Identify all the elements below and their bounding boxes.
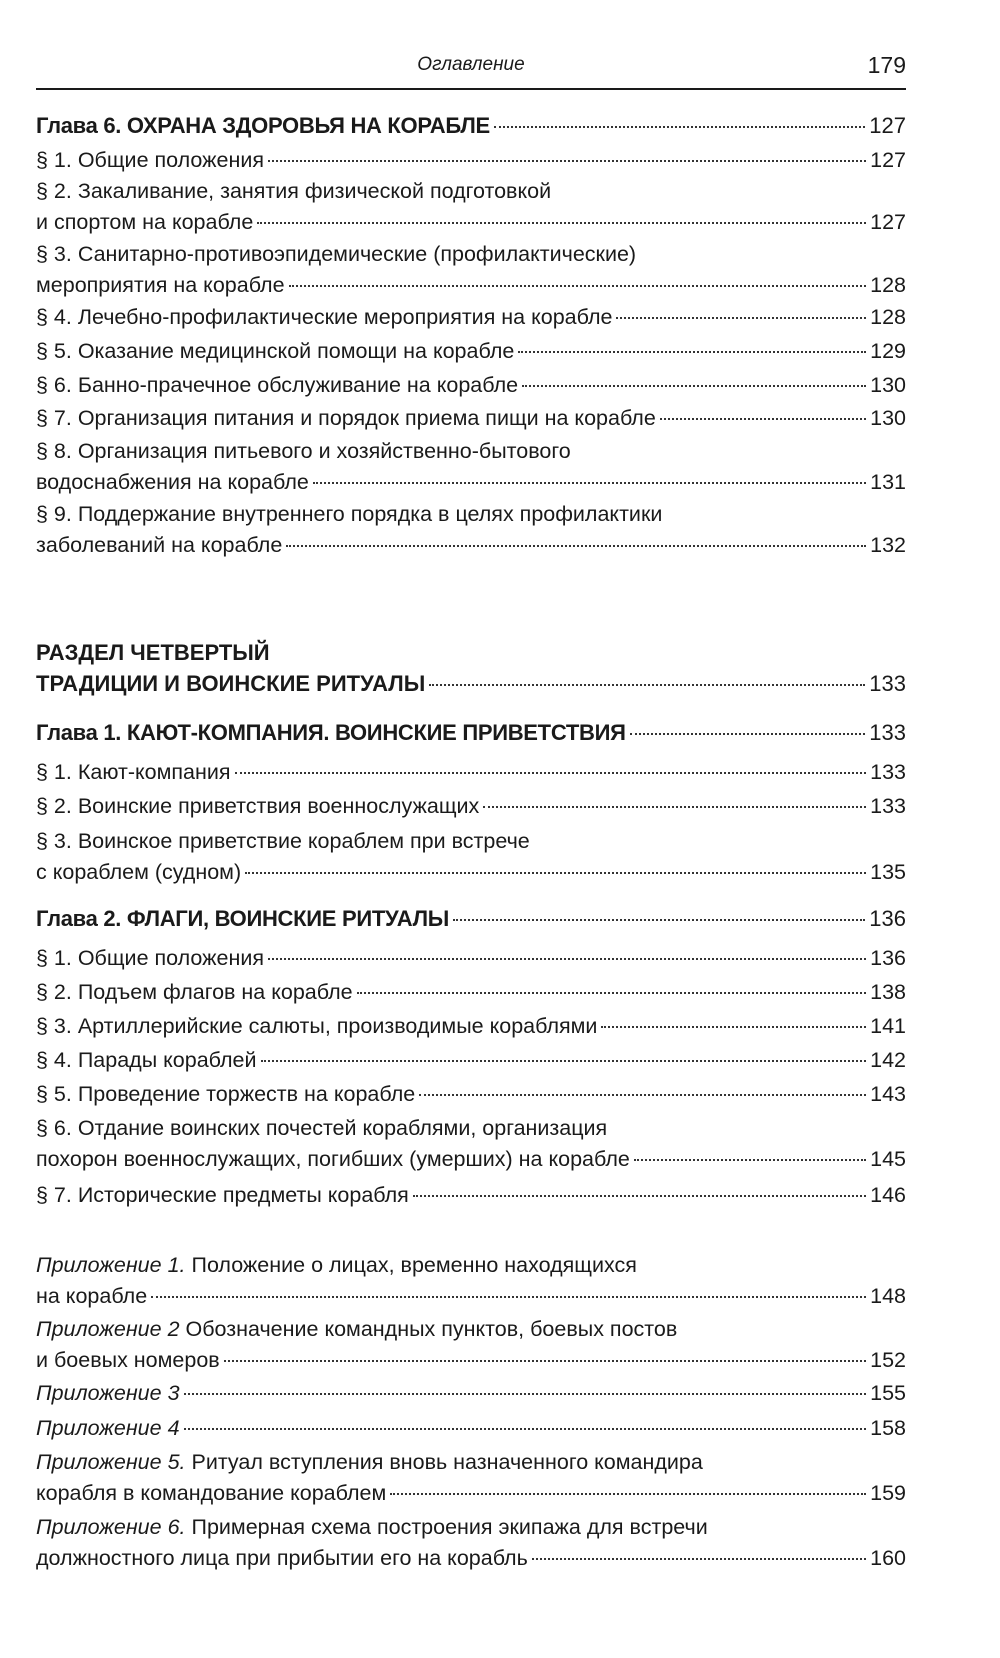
- toc-item-title: § 3. Воинское приветствие кораблем при встрече: [36, 829, 530, 853]
- toc-item-title: § 5. Оказание медицинской помощи на корабле: [36, 339, 515, 363]
- appendix-label: Приложение 2: [36, 1317, 180, 1341]
- leader-dots: [429, 684, 865, 686]
- toc-item-title: § 1. Общие положения: [36, 946, 264, 970]
- toc-item[interactable]: [36, 826, 906, 888]
- toc-appendix-6[interactable]: [36, 1512, 906, 1574]
- leader-dots: [235, 772, 867, 774]
- appendix-title-cont: и боевых номеров: [36, 1348, 220, 1372]
- toc-part4-chapter-2[interactable]: [36, 903, 906, 934]
- leader-dots: [357, 992, 867, 994]
- chapter-title: Глава 1. КАЮТ-КОМПАНИЯ. ВОИНСКИЕ ПРИВЕТСТВИЯ: [36, 720, 626, 745]
- toc-item-title-cont: заболеваний на корабле: [36, 533, 283, 557]
- toc-item[interactable]: [36, 1079, 906, 1110]
- toc-item-title-cont: похорон военнослужащих, погибших (умерших) на корабле: [36, 1147, 630, 1171]
- toc-item[interactable]: [36, 1180, 906, 1211]
- leader-dots: [268, 160, 866, 162]
- leader-dots: [268, 958, 866, 960]
- toc-item[interactable]: [36, 176, 906, 238]
- toc-appendix-1[interactable]: [36, 1250, 906, 1312]
- page-ref: 159: [870, 1481, 906, 1505]
- toc-item-title: § 7. Организация питания и порядок приема пищи на корабле: [36, 406, 656, 430]
- leader-dots: [313, 482, 866, 484]
- page-ref: 128: [870, 305, 906, 329]
- leader-dots: [483, 806, 866, 808]
- appendix-title: Обозначение командных пунктов, боевых постов: [179, 1317, 678, 1341]
- page-ref: 136: [869, 906, 906, 931]
- page-ref: 133: [869, 720, 906, 745]
- page-ref: 148: [870, 1284, 906, 1308]
- page-ref: 146: [870, 1183, 906, 1207]
- appendix-label: Приложение 4: [36, 1416, 180, 1440]
- appendix-title-cont: должностного лица при прибытии его на корабль: [36, 1546, 528, 1570]
- leader-dots: [184, 1393, 867, 1395]
- toc-item[interactable]: [36, 370, 906, 401]
- page-ref: 160: [870, 1546, 906, 1570]
- toc-appendix-5[interactable]: [36, 1447, 906, 1509]
- page-ref: 133: [870, 794, 906, 818]
- toc-item[interactable]: [36, 302, 906, 333]
- part-title: РАЗДЕЛ ЧЕТВЕРТЫЙ: [36, 640, 270, 665]
- appendix-label: Приложение 6.: [36, 1515, 186, 1539]
- toc-item-title: § 5. Проведение торжеств на корабле: [36, 1082, 416, 1106]
- toc-item[interactable]: [36, 791, 906, 822]
- leader-dots: [660, 418, 866, 420]
- page-ref: 152: [870, 1348, 906, 1372]
- toc-item[interactable]: [36, 239, 906, 301]
- page-ref: 127: [869, 113, 906, 138]
- page-ref: 155: [870, 1381, 906, 1405]
- page-ref: 138: [870, 980, 906, 1004]
- leader-dots: [184, 1428, 867, 1430]
- part-subtitle: ТРАДИЦИИ И ВОИНСКИЕ РИТУАЛЫ: [36, 671, 426, 696]
- toc-appendix-3[interactable]: [36, 1378, 906, 1409]
- page-ref: 143: [870, 1082, 906, 1106]
- toc-chapter-6[interactable]: [36, 110, 906, 141]
- toc-item[interactable]: [36, 403, 906, 434]
- toc-item-title: § 8. Организация питьевого и хозяйственно-бытового: [36, 439, 571, 463]
- toc-appendix-2[interactable]: [36, 1314, 906, 1376]
- leader-dots: [261, 1060, 867, 1062]
- appendix-title: Ритуал вступления вновь назначенного командира: [185, 1450, 703, 1474]
- page-ref: 141: [870, 1014, 906, 1038]
- toc-item-title-cont: с кораблем (судном): [36, 860, 242, 884]
- toc-item[interactable]: [36, 943, 906, 974]
- toc-appendix-4[interactable]: [36, 1413, 906, 1444]
- leader-dots: [522, 385, 866, 387]
- toc-item-title-cont: и спортом на корабле: [36, 210, 254, 234]
- page-header: [36, 48, 906, 90]
- toc-item-title: § 9. Поддержание внутреннего порядка в целях профилактики: [36, 502, 663, 526]
- toc-item-title-cont: водоснабжения на корабле: [36, 470, 309, 494]
- leader-dots: [289, 285, 867, 287]
- page-ref: 135: [870, 860, 906, 884]
- leader-dots: [413, 1195, 866, 1197]
- page-ref: 142: [870, 1048, 906, 1072]
- leader-dots: [245, 872, 866, 874]
- appendix-title-cont: корабля в командование кораблем: [36, 1481, 387, 1505]
- appendix-title: Примерная схема построения экипажа для встречи: [185, 1515, 708, 1539]
- toc-item[interactable]: [36, 757, 906, 788]
- toc-item[interactable]: [36, 1045, 906, 1076]
- toc-item-title: § 2. Подъем флагов на корабле: [36, 980, 353, 1004]
- toc-item-title: § 1. Общие положения: [36, 148, 264, 172]
- page-ref: 133: [869, 671, 906, 696]
- appendix-title-cont: на корабле: [36, 1284, 148, 1308]
- leader-dots: [453, 919, 865, 921]
- leader-dots: [257, 222, 866, 224]
- leader-dots: [419, 1094, 866, 1096]
- toc-item-title: § 1. Кают-компания: [36, 760, 231, 784]
- toc-item-title: § 2. Воинские приветствия военнослужащих: [36, 794, 480, 818]
- toc-item-title: § 4. Лечебно-профилактические мероприятия на корабле: [36, 305, 613, 329]
- appendix-label: Приложение 3: [36, 1381, 180, 1405]
- leader-dots: [224, 1360, 866, 1362]
- page-ref: 128: [870, 273, 906, 297]
- appendix-label: Приложение 1.: [36, 1253, 186, 1277]
- leader-dots: [630, 733, 866, 735]
- chapter-title: Глава 2. ФЛАГИ, ВОИНСКИЕ РИТУАЛЫ: [36, 906, 449, 931]
- page-ref: 131: [870, 470, 906, 494]
- page-ref: 127: [870, 210, 906, 234]
- page-ref: 132: [870, 533, 906, 557]
- toc-item[interactable]: [36, 436, 906, 498]
- page-number: 179: [867, 52, 906, 78]
- toc-item[interactable]: [36, 499, 906, 561]
- page-ref: 130: [870, 406, 906, 430]
- toc-item-title: § 7. Исторические предметы корабля: [36, 1183, 409, 1207]
- toc-item-title: § 2. Закаливание, занятия физической подготовкой: [36, 179, 552, 203]
- toc-item-title: § 3. Санитарно-противоэпидемические (профилактические): [36, 242, 637, 266]
- toc-item[interactable]: [36, 336, 906, 367]
- toc-item[interactable]: [36, 977, 906, 1008]
- leader-dots: [634, 1159, 866, 1161]
- page-ref: 130: [870, 373, 906, 397]
- toc-item-title: § 6. Отдание воинских почестей кораблями, организация: [36, 1116, 608, 1140]
- page-ref: 145: [870, 1147, 906, 1171]
- toc-item-title: § 3. Артиллерийские салюты, производимые кораблями: [36, 1014, 598, 1038]
- chapter-title: Глава 6. ОХРАНА ЗДОРОВЬЯ НА КОРАБЛЕ: [36, 113, 490, 138]
- leader-dots: [151, 1296, 866, 1298]
- page-ref: 133: [870, 760, 906, 784]
- appendix-label: Приложение 5.: [36, 1450, 186, 1474]
- toc-part-4[interactable]: [36, 637, 906, 699]
- toc-item[interactable]: [36, 1113, 906, 1175]
- toc-item-title: § 6. Банно-прачечное обслуживание на корабле: [36, 373, 519, 397]
- toc-item-title: § 4. Парады кораблей: [36, 1048, 257, 1072]
- page-ref: 136: [870, 946, 906, 970]
- page-ref: 127: [870, 148, 906, 172]
- leader-dots: [494, 126, 865, 128]
- leader-dots: [286, 545, 866, 547]
- leader-dots: [518, 351, 866, 353]
- toc-part4-chapter-1[interactable]: [36, 717, 906, 748]
- toc-item[interactable]: [36, 145, 906, 176]
- toc-item-title-cont: мероприятия на корабле: [36, 273, 285, 297]
- running-title: Оглавление: [417, 54, 525, 75]
- toc-item[interactable]: [36, 1011, 906, 1042]
- leader-dots: [616, 317, 866, 319]
- appendix-title: Положение о лицах, временно находящихся: [185, 1253, 637, 1277]
- page-ref: 129: [870, 339, 906, 363]
- leader-dots: [390, 1493, 866, 1495]
- leader-dots: [532, 1558, 866, 1560]
- leader-dots: [601, 1026, 866, 1028]
- page-ref: 158: [870, 1416, 906, 1440]
